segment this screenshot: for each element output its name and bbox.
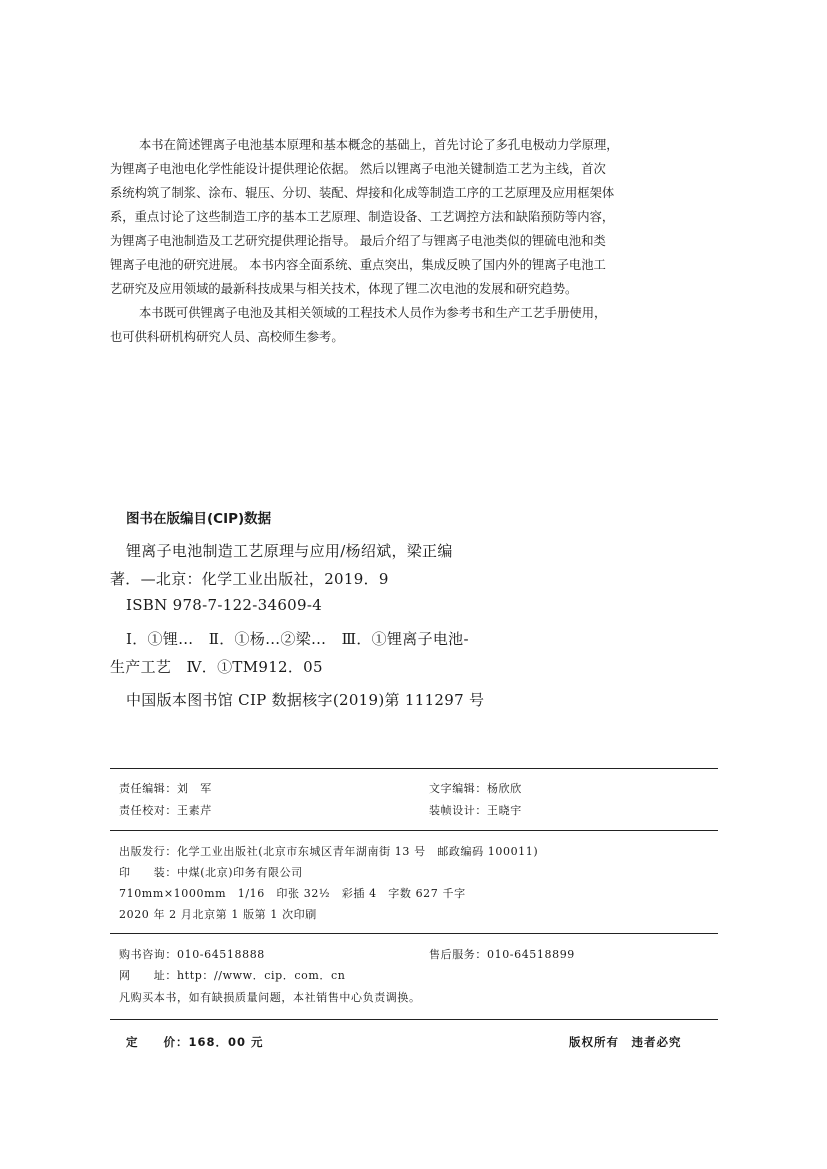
abstract-line-5: 为锂离子电池制造及工艺研究提供理论指导。 最后介绍了与锂离子电池类似的锂硫电池和类 — [110, 234, 606, 248]
cip-isbn: ISBN 978-7-122-34609-4 — [126, 596, 323, 614]
divider — [110, 768, 718, 769]
proofreader: 责任校对：王素芹 — [119, 804, 212, 817]
cip-heading: 图书在版编目(CIP)数据 — [126, 511, 272, 527]
abstract-line-6: 锂离子电池的研究进展。 本书内容全面系统、重点突出，集成反映了国内外的锂离子电池工 — [110, 258, 606, 272]
format-specs: 710mm×1000mm 1/16 印张 32½ 彩插 4 字数 627 千字 — [119, 887, 466, 900]
purchase-hotline: 购书咨询：010-64518888 — [119, 948, 265, 961]
website: 网 址：http：//www．cip．com．cn — [119, 969, 346, 982]
abstract-line-9: 也可供科研机构研究人员、高校师生参考。 — [110, 330, 344, 344]
divider — [110, 933, 718, 934]
price: 定 价：168．00 元 — [126, 1035, 264, 1049]
cip-title-line-2: 著．—北京：化学工业出版社，2019．9 — [110, 570, 389, 588]
after-sales-hotline: 售后服务：010-64518899 — [429, 948, 575, 961]
replacement-notice: 凡购买本书，如有缺损质量问题，本社销售中心负责调换。 — [119, 991, 421, 1004]
abstract-line-1: 本书在简述锂离子电池基本原理和基本概念的基础上，首先讨论了多孔电极动力学原理， — [139, 138, 619, 152]
abstract-line-4: 系，重点讨论了这些制造工序的基本工艺原理、制造设备、工艺调控方法和缺陷预防等内容， — [110, 210, 615, 224]
cover-designer: 装帧设计：王晓宇 — [429, 804, 522, 817]
divider — [110, 1019, 718, 1020]
cip-classification-line-1: Ⅰ．①锂… Ⅱ．①杨…②梁… Ⅲ．①锂离子电池- — [126, 630, 469, 648]
copyright-notice: 版权所有 违者必究 — [569, 1035, 682, 1049]
abstract-line-3: 系统构筑了制浆、涂布、辊压、分切、装配、焊接和化成等制造工序的工艺原理及应用框架体 — [110, 186, 615, 200]
abstract-line-8: 本书既可供锂离子电池及其相关领域的工程技术人员作为参考书和生产工艺手册使用， — [139, 306, 607, 320]
cip-record-number: 中国版本图书馆 CIP 数据核字(2019)第 111297 号 — [126, 691, 485, 709]
abstract-line-2: 为锂离子电池电化学性能设计提供理论依据。 然后以锂离子电池关键制造工艺为主线，首次 — [110, 162, 606, 176]
cip-title-line-1: 锂离子电池制造工艺原理与应用/杨绍斌，梁正编 — [126, 542, 453, 560]
text-editor: 文字编辑：杨欣欣 — [429, 782, 522, 795]
abstract-line-7: 艺研究及应用领域的最新科技成果与相关技术，体现了锂二次电池的发展和研究趋势。 — [110, 282, 578, 296]
printer-info: 印 装：中煤(北京)印务有限公司 — [119, 866, 303, 879]
cip-classification-line-2: 生产工艺 Ⅳ．①TM912．05 — [110, 658, 323, 676]
divider — [110, 830, 718, 831]
publisher-info: 出版发行：化学工业出版社(北京市东城区青年湖南街 13 号 邮政编码 100011) — [119, 845, 539, 858]
responsible-editor: 责任编辑：刘 军 — [119, 782, 212, 795]
edition-info: 2020 年 2 月北京第 1 版第 1 次印刷 — [119, 908, 317, 921]
